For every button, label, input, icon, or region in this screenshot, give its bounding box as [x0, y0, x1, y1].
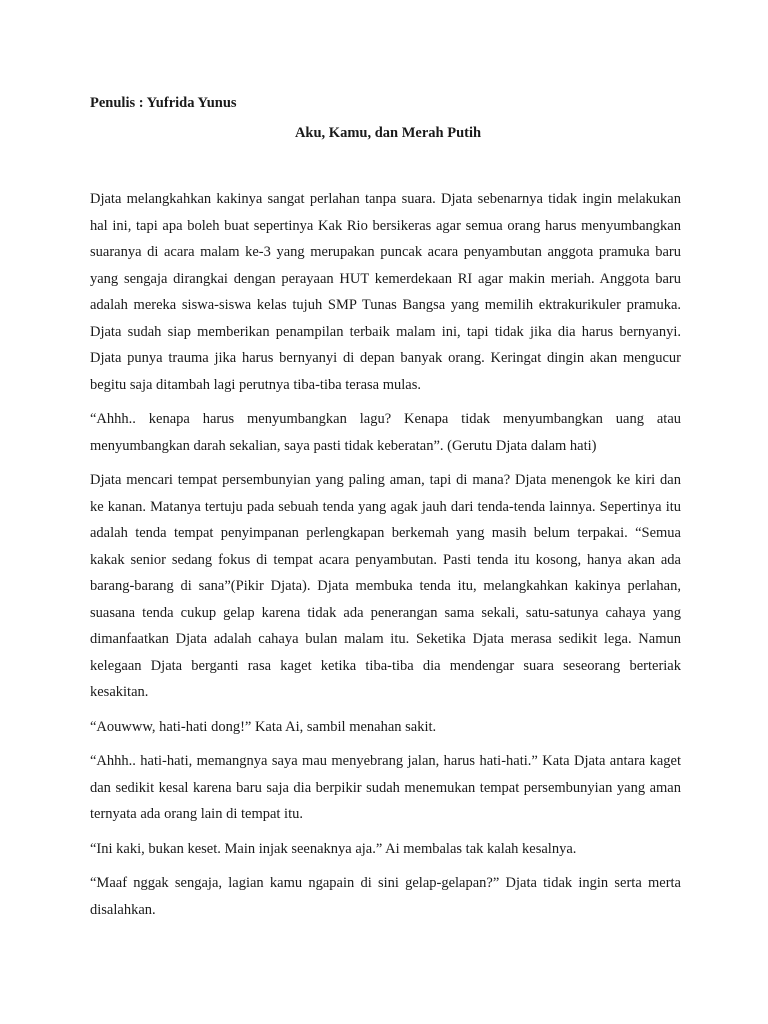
paragraph-2: “Ahhh.. kenapa harus menyumbangkan lagu? Kenapa tidak menyumbangkan uang atau menyumbangkan darah sekalian, saya pasti tidak keberatan”. (Gerutu Djata dalam hati) [90, 411, 681, 454]
paragraph-5: “Ahhh.. hati-hati, memangnya saya mau menyebrang jalan, harus hati-hati.” Kata Djata antara kaget dan sedikit kesal karena baru saja dia berpikir sudah menemukan tempat persembunyian yang aman ternyata ada orang lain di tempat itu. [90, 753, 681, 822]
paragraph-1: Djata melangkahkan kakinya sangat perlahan tanpa suara. Djata sebenarnya tidak ingin melakukan hal ini, tapi apa boleh buat sepertinya Kak Rio bersikeras agar semua orang harus menyumbangkan suaranya di acara malam ke-3 yang merupakan puncak acara penyambutan anggota pramuka baru yang sengaja dirangkai dengan perayaan HUT kemerdekaan RI agar makin meriah. Anggota baru adalah mereka siswa-siswa kelas tujuh SMP Tunas Bangsa yang memilih ektrakurikuler pramuka. Djata sudah siap memberikan penampilan terbaik malam ini, tapi tidak jika dia harus bernyanyi. Djata punya trauma jika harus bernyanyi di depan banyak orang. Keringat dingin akan mengucur begitu saja ditambah lagi perutnya tiba-tiba terasa mulas. [90, 191, 681, 393]
story-title: Aku, Kamu, dan Merah Putih [294, 125, 482, 141]
paragraph-6: “Ini kaki, bukan keset. Main injak seenaknya aja.” Ai membalas tak kalah kesalnya. [90, 840, 577, 857]
author-line: Penulis : Yufrida Yunus [90, 95, 237, 111]
story-body [90, 186, 681, 923]
paragraph-4: “Aouwww, hati-hati dong!” Kata Ai, sambil menahan sakit. [90, 718, 437, 735]
paragraph-7: “Maaf nggak sengaja, lagian kamu ngapain di sini gelap-gelapan?” Djata tidak ingin serta merta disalahkan. [90, 875, 681, 918]
paragraph-3: Djata mencari tempat persembunyian yang paling aman, tapi di mana? Djata menengok ke kiri dan ke kanan. Matanya tertuju pada sebuah tenda yang agak jauh dari tenda-tenda lainnya. Sepertinya itu adalah tenda tempat penyimpanan perlengkapan berkemah yang masih belum terpakai. “Semua kakak senior sedang fokus di tempat acara penyambutan. Pasti tenda itu kosong, hanya akan ada barang-barang di sana”(Pikir Djata). Djata membuka tenda itu, melangkahkan kakinya perlahan, suasana tenda cukup gelap karena tidak ada penerangan sama sekali, satu-satunya cahaya yang dimanfaatkan Djata adalah cahaya bulan malam itu. Seketika Djata merasa sedikit lega. Namun kelegaan Djata berganti rasa kaget ketika tiba-tiba dia mendengar suara seseorang berteriak kesakitan. [90, 472, 681, 700]
